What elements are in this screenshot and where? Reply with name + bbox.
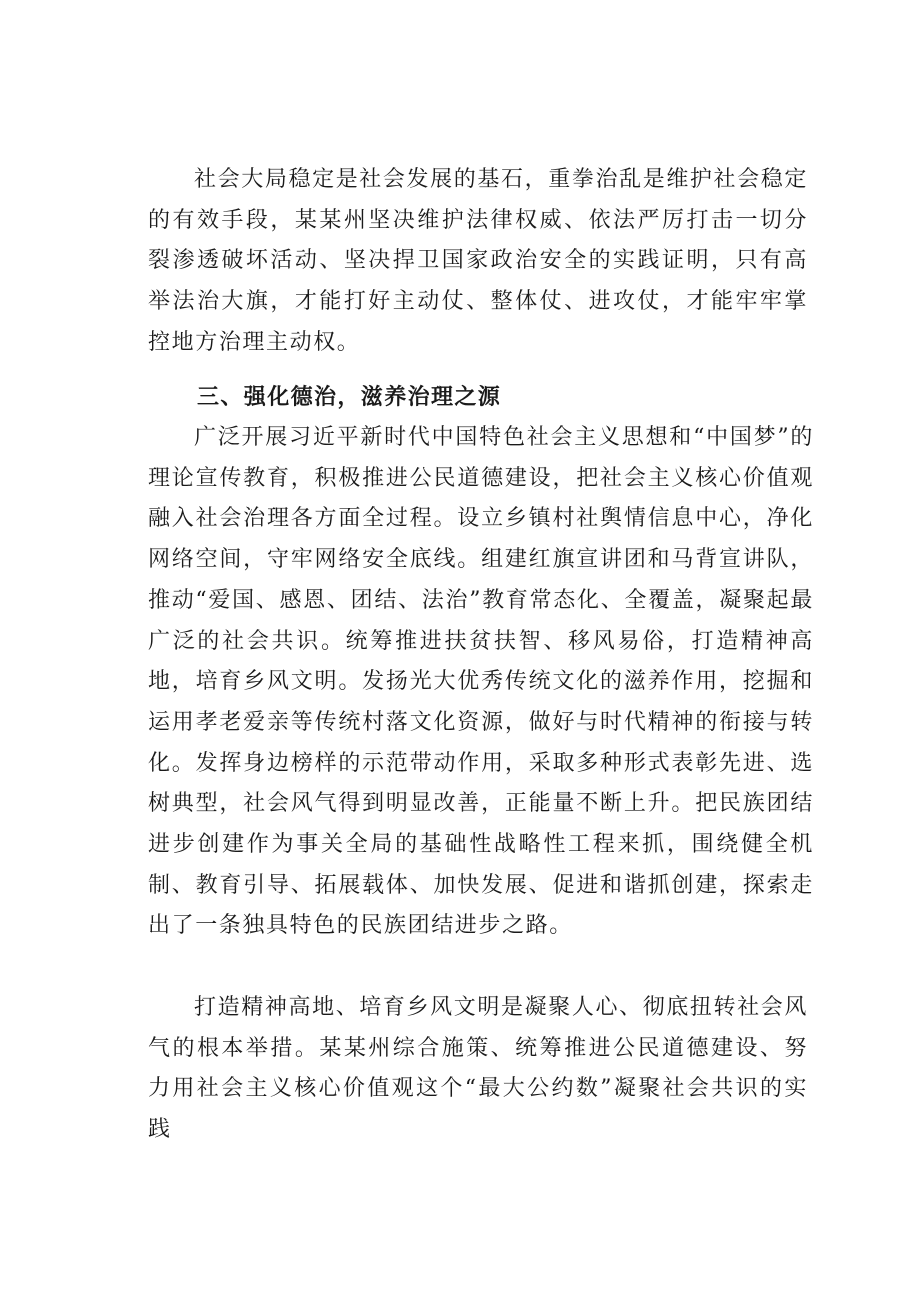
paragraph-moral-education: 广泛开展习近平新时代中国特色社会主义思想和“中国梦”的理论宣传教育，积极推进公民道德建设，把社会主义核心价值观融入社会治理各方面全过程。设立乡镇村社舆情信息中心，净化网络空间，守牢网络安全底线。组建红旗宣讲团和马背宣讲队，推动“爱国、感恩、团结、法治”教育常态化、全覆盖，凝聚起最广泛的社会共识。统筹推进扶贫扶智、移风易俗，打造精神高地，培育乡风文明。发扬光大优秀传统文化的滋养作用，挖掘和运用孝老爱亲等传统村落文化资源，做好与时代精神的衔接与转化。发挥身边榜样的示范带动作用，采取多种形式表彰先进、选树典型，社会风气得到明显改善，正能量不断上升。把民族团结进步创建作为事关全局的基础性战略性工程来抓，围绕健全机制、教育引导、拓展载体、加快发展、促进和谐抓创建，探索走出了一条独具特色的民族团结进步之路。 — [148, 425, 814, 939]
section-heading-moral-governance: 三、强化德治，滋养治理之源 — [197, 385, 502, 410]
paragraph-social-stability: 社会大局稳定是社会发展的基石，重拳治乱是维护社会稳定的有效手段，某某州坚决维护法律权威、依法严厉打击一切分裂渗透破坏活动、坚决捍卫国家政治安全的实践证明，只有高举法治大旗，才能打好主动仗、整体仗、进攻仗，才能牢牢掌控地方治理主动权。 — [148, 167, 808, 355]
paragraph-spiritual-highland: 打造精神高地、培育乡风文明是凝聚人心、彻底扭转社会风气的根本举措。某某州综合施策、统筹推进公民道德建设、努力用社会主义核心价值观这个“最大公约数”凝聚社会共识的实践 — [148, 995, 808, 1143]
